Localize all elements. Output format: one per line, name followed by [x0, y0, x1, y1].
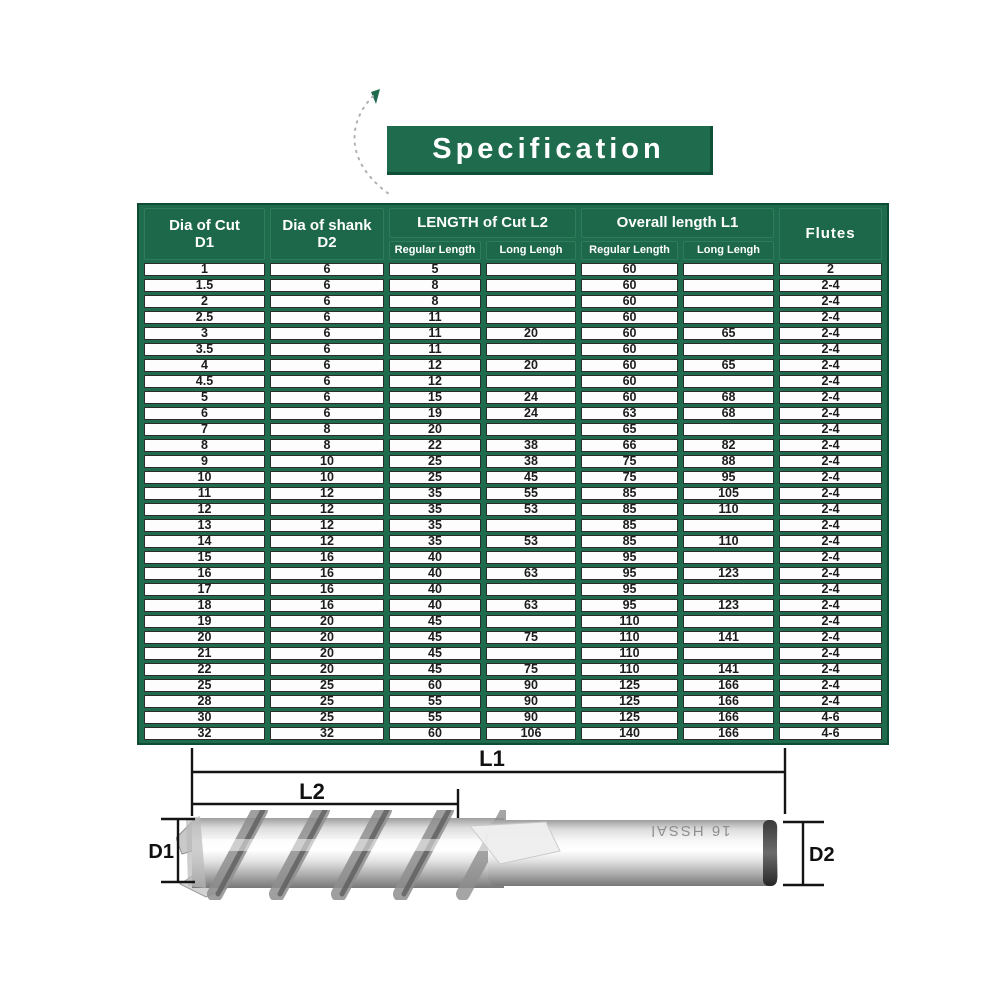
table-row — [144, 583, 882, 596]
table-cell: 22 — [389, 439, 481, 452]
table-cell — [683, 423, 774, 436]
table-cell: 6 — [144, 407, 265, 420]
table-cell: 16 — [270, 599, 384, 612]
table-cell: 6 — [270, 327, 384, 340]
table-cell — [683, 295, 774, 308]
table-cell — [683, 615, 774, 628]
table-cell: 12 — [270, 519, 384, 532]
table-cell: 110 — [683, 503, 774, 516]
table-cell: 2-4 — [779, 663, 882, 676]
table-body — [144, 263, 882, 740]
table-cell: 25 — [270, 711, 384, 724]
table-cell: 2-4 — [779, 295, 882, 308]
table-cell: 8 — [270, 423, 384, 436]
dimension-d2 — [783, 822, 835, 885]
table-cell: 4-6 — [779, 727, 882, 740]
table-cell: 35 — [389, 503, 481, 516]
end-mill-dimension-diagram — [0, 738, 1000, 938]
subheader-l1-long: Long Lengh — [683, 241, 774, 260]
table-cell: 8 — [270, 439, 384, 452]
table-row — [144, 711, 882, 724]
dimension-l1 — [192, 746, 785, 816]
table-cell: 2-4 — [779, 375, 882, 388]
table-cell: 2-4 — [779, 631, 882, 644]
table-cell: 2.5 — [144, 311, 265, 324]
table-cell: 2-4 — [779, 279, 882, 292]
table-row — [144, 391, 882, 404]
table-cell: 35 — [389, 487, 481, 500]
table-cell: 53 — [486, 535, 576, 548]
table-cell: 60 — [581, 263, 678, 276]
table-cell: 2-4 — [779, 391, 882, 404]
table-cell: 4.5 — [144, 375, 265, 388]
table-cell: 6 — [270, 311, 384, 324]
table-cell: 6 — [270, 391, 384, 404]
table-cell: 105 — [683, 487, 774, 500]
table-cell — [486, 263, 576, 276]
table-cell: 45 — [389, 663, 481, 676]
table-cell — [486, 551, 576, 564]
table-cell: 25 — [389, 455, 481, 468]
table-cell: 2-4 — [779, 343, 882, 356]
table-cell: 2-4 — [779, 471, 882, 484]
table-cell: 14 — [144, 535, 265, 548]
table-cell: 6 — [270, 279, 384, 292]
table-row — [144, 615, 882, 628]
table-cell: 68 — [683, 407, 774, 420]
table-cell: 16 — [270, 583, 384, 596]
subheader-l2-long: Long Lengh — [486, 241, 576, 260]
table-cell: 75 — [486, 663, 576, 676]
table-cell: 85 — [581, 535, 678, 548]
table-row — [144, 455, 882, 468]
table-cell: 68 — [683, 391, 774, 404]
table-cell: 11 — [389, 311, 481, 324]
table-cell: 166 — [683, 679, 774, 692]
table-cell: 60 — [581, 343, 678, 356]
table-cell: 95 — [581, 567, 678, 580]
table-cell: 66 — [581, 439, 678, 452]
table-cell: 12 — [144, 503, 265, 516]
table-header — [144, 208, 882, 260]
table-cell — [486, 519, 576, 532]
table-cell: 24 — [486, 407, 576, 420]
header-flutes: Flutes — [779, 208, 882, 260]
table-cell: 8 — [144, 439, 265, 452]
table-cell: 110 — [683, 535, 774, 548]
table-cell: 2-4 — [779, 647, 882, 660]
table-cell: 2-4 — [779, 407, 882, 420]
table-row — [144, 551, 882, 564]
table-cell: 125 — [581, 711, 678, 724]
table-cell — [486, 615, 576, 628]
table-cell: 18 — [144, 599, 265, 612]
table-cell: 32 — [144, 727, 265, 740]
table-cell: 45 — [389, 615, 481, 628]
table-cell: 60 — [581, 311, 678, 324]
table-cell: 40 — [389, 551, 481, 564]
table-row — [144, 295, 882, 308]
table-row — [144, 311, 882, 324]
table-row — [144, 359, 882, 372]
table-cell: 90 — [486, 679, 576, 692]
table-cell: 25 — [389, 471, 481, 484]
table-cell: 4-6 — [779, 711, 882, 724]
table-cell: 8 — [389, 279, 481, 292]
table-cell: 2-4 — [779, 615, 882, 628]
table-cell: 38 — [486, 439, 576, 452]
table-cell: 12 — [270, 535, 384, 548]
table-cell: 90 — [486, 695, 576, 708]
table-cell: 11 — [389, 327, 481, 340]
table-cell: 60 — [581, 279, 678, 292]
table-cell: 45 — [389, 647, 481, 660]
table-cell: 3.5 — [144, 343, 265, 356]
l2-label: L2 — [299, 779, 325, 804]
table-cell: 19 — [389, 407, 481, 420]
table-cell: 20 — [270, 615, 384, 628]
table-row — [144, 471, 882, 484]
table-cell: 38 — [486, 455, 576, 468]
table-cell: 21 — [144, 647, 265, 660]
table-cell: 55 — [486, 487, 576, 500]
table-cell — [486, 423, 576, 436]
end-mill-illustration — [176, 810, 778, 897]
table-cell: 60 — [581, 359, 678, 372]
table-cell: 95 — [581, 599, 678, 612]
table-cell: 90 — [486, 711, 576, 724]
table-cell: 20 — [389, 423, 481, 436]
table-cell: 95 — [683, 471, 774, 484]
table-row — [144, 439, 882, 452]
table-cell: 2-4 — [779, 423, 882, 436]
table-cell: 125 — [581, 679, 678, 692]
table-cell: 16 — [270, 551, 384, 564]
table-cell: 75 — [581, 471, 678, 484]
table-cell: 45 — [486, 471, 576, 484]
table-cell: 85 — [581, 487, 678, 500]
table-cell: 17 — [144, 583, 265, 596]
table-cell: 32 — [270, 727, 384, 740]
table-cell — [683, 375, 774, 388]
table-cell: 88 — [683, 455, 774, 468]
shank-marking-text: 16 HSSAl — [649, 822, 731, 839]
table-cell: 15 — [389, 391, 481, 404]
table-cell: 40 — [389, 583, 481, 596]
table-cell — [683, 551, 774, 564]
table-cell: 1.5 — [144, 279, 265, 292]
table-cell: 2-4 — [779, 679, 882, 692]
subheader-l1-regular: Regular Length — [581, 241, 678, 260]
table-cell: 5 — [144, 391, 265, 404]
table-cell: 12 — [270, 487, 384, 500]
table-cell: 55 — [389, 695, 481, 708]
table-row — [144, 503, 882, 516]
table-cell: 55 — [389, 711, 481, 724]
table-cell — [486, 583, 576, 596]
table-cell: 10 — [270, 455, 384, 468]
table-cell: 16 — [270, 567, 384, 580]
table-cell: 12 — [270, 503, 384, 516]
table-cell: 106 — [486, 727, 576, 740]
table-cell: 11 — [144, 487, 265, 500]
table-cell: 6 — [270, 375, 384, 388]
table-row — [144, 327, 882, 340]
table-cell: 60 — [581, 375, 678, 388]
table-cell: 11 — [389, 343, 481, 356]
table-cell: 85 — [581, 503, 678, 516]
table-cell: 19 — [144, 615, 265, 628]
d2-label: D2 — [809, 844, 835, 866]
table-cell: 60 — [581, 295, 678, 308]
table-cell: 3 — [144, 327, 265, 340]
d1-label: D1 — [148, 841, 174, 863]
page-title: Specification — [432, 132, 665, 165]
table-cell: 166 — [683, 727, 774, 740]
table-cell: 2-4 — [779, 519, 882, 532]
table-cell: 125 — [581, 695, 678, 708]
table-cell: 141 — [683, 631, 774, 644]
table-cell: 85 — [581, 519, 678, 532]
table-cell: 65 — [683, 359, 774, 372]
table-cell: 20 — [486, 327, 576, 340]
table-row — [144, 695, 882, 708]
table-cell: 12 — [389, 359, 481, 372]
table-cell — [683, 343, 774, 356]
table-cell: 2-4 — [779, 599, 882, 612]
table-cell: 25 — [270, 695, 384, 708]
table-cell — [683, 519, 774, 532]
table-cell: 65 — [683, 327, 774, 340]
table-cell — [486, 375, 576, 388]
table-cell: 63 — [486, 599, 576, 612]
table-cell: 95 — [581, 551, 678, 564]
table-cell: 2-4 — [779, 327, 882, 340]
table-cell: 6 — [270, 359, 384, 372]
table-row — [144, 647, 882, 660]
table-cell: 10 — [144, 471, 265, 484]
table-cell: 1 — [144, 263, 265, 276]
table-cell — [683, 263, 774, 276]
table-cell: 20 — [270, 647, 384, 660]
table-cell: 40 — [389, 599, 481, 612]
subheader-l2-regular: Regular Length — [389, 241, 481, 260]
table-cell: 82 — [683, 439, 774, 452]
table-cell: 2 — [779, 263, 882, 276]
table-row — [144, 423, 882, 436]
table-cell: 25 — [144, 679, 265, 692]
table-cell: 63 — [581, 407, 678, 420]
table-cell: 35 — [389, 519, 481, 532]
table-row — [144, 663, 882, 676]
table-cell: 141 — [683, 663, 774, 676]
table-cell: 2-4 — [779, 439, 882, 452]
table-cell — [486, 279, 576, 292]
table-cell: 40 — [389, 567, 481, 580]
table-cell: 65 — [581, 423, 678, 436]
table-cell: 60 — [389, 727, 481, 740]
table-cell: 53 — [486, 503, 576, 516]
table-cell: 22 — [144, 663, 265, 676]
table-cell: 13 — [144, 519, 265, 532]
header-overall-length: Overall length L1 — [581, 208, 774, 238]
table-cell: 15 — [144, 551, 265, 564]
table-cell: 110 — [581, 615, 678, 628]
table-cell — [683, 583, 774, 596]
table-cell: 140 — [581, 727, 678, 740]
table-cell — [683, 279, 774, 292]
table-row — [144, 679, 882, 692]
table-cell: 24 — [486, 391, 576, 404]
table-cell: 35 — [389, 535, 481, 548]
table-row — [144, 279, 882, 292]
table-cell: 2-4 — [779, 583, 882, 596]
table-cell: 95 — [581, 583, 678, 596]
table-cell: 16 — [144, 567, 265, 580]
table-cell: 6 — [270, 343, 384, 356]
table-row — [144, 535, 882, 548]
table-cell — [486, 311, 576, 324]
shank-end-ring — [763, 820, 777, 886]
table-cell: 75 — [581, 455, 678, 468]
table-row — [144, 487, 882, 500]
table-cell: 75 — [486, 631, 576, 644]
table-cell: 5 — [389, 263, 481, 276]
table-row — [144, 407, 882, 420]
table-row — [144, 263, 882, 276]
shank-section — [470, 820, 778, 886]
table-cell: 60 — [581, 327, 678, 340]
table-cell: 123 — [683, 599, 774, 612]
table-cell: 2-4 — [779, 503, 882, 516]
table-cell: 2-4 — [779, 311, 882, 324]
table-cell: 166 — [683, 695, 774, 708]
table-cell: 2-4 — [779, 359, 882, 372]
table-cell: 7 — [144, 423, 265, 436]
table-cell: 20 — [486, 359, 576, 372]
table-cell: 20 — [144, 631, 265, 644]
table-cell: 2-4 — [779, 551, 882, 564]
specification-banner — [387, 126, 713, 175]
table-cell: 2-4 — [779, 535, 882, 548]
table-row — [144, 631, 882, 644]
table-row — [144, 375, 882, 388]
table-cell: 166 — [683, 711, 774, 724]
table-cell: 4 — [144, 359, 265, 372]
table-cell: 12 — [389, 375, 481, 388]
l1-label: L1 — [479, 746, 505, 771]
table-cell: 2-4 — [779, 487, 882, 500]
table-cell: 28 — [144, 695, 265, 708]
table-cell — [486, 343, 576, 356]
table-cell: 20 — [270, 631, 384, 644]
table-cell: 60 — [581, 391, 678, 404]
table-cell — [683, 647, 774, 660]
table-cell: 2-4 — [779, 695, 882, 708]
table-cell — [486, 647, 576, 660]
table-cell: 30 — [144, 711, 265, 724]
table-row — [144, 567, 882, 580]
table-cell: 2-4 — [779, 567, 882, 580]
table-row — [144, 343, 882, 356]
table-cell: 60 — [389, 679, 481, 692]
table-cell: 10 — [270, 471, 384, 484]
table-cell — [486, 295, 576, 308]
table-cell: 2-4 — [779, 455, 882, 468]
table-cell: 25 — [270, 679, 384, 692]
table-cell: 110 — [581, 647, 678, 660]
header-length-of-cut: LENGTH of Cut L2 — [389, 208, 576, 238]
table-cell: 63 — [486, 567, 576, 580]
table-row — [144, 599, 882, 612]
table-cell: 110 — [581, 631, 678, 644]
table-cell: 6 — [270, 263, 384, 276]
flute-section — [176, 810, 508, 897]
table-cell: 9 — [144, 455, 265, 468]
table-cell: 45 — [389, 631, 481, 644]
table-cell: 8 — [389, 295, 481, 308]
table-cell — [683, 311, 774, 324]
specification-table — [137, 203, 889, 745]
header-dia-of-shank: Dia of shank D2 — [270, 208, 384, 260]
table-row — [144, 519, 882, 532]
table-cell: 110 — [581, 663, 678, 676]
table-cell: 123 — [683, 567, 774, 580]
table-cell: 2 — [144, 295, 265, 308]
header-dia-of-cut: Dia of Cut D1 — [144, 208, 265, 260]
table-cell: 6 — [270, 407, 384, 420]
table-cell: 20 — [270, 663, 384, 676]
table-cell: 6 — [270, 295, 384, 308]
